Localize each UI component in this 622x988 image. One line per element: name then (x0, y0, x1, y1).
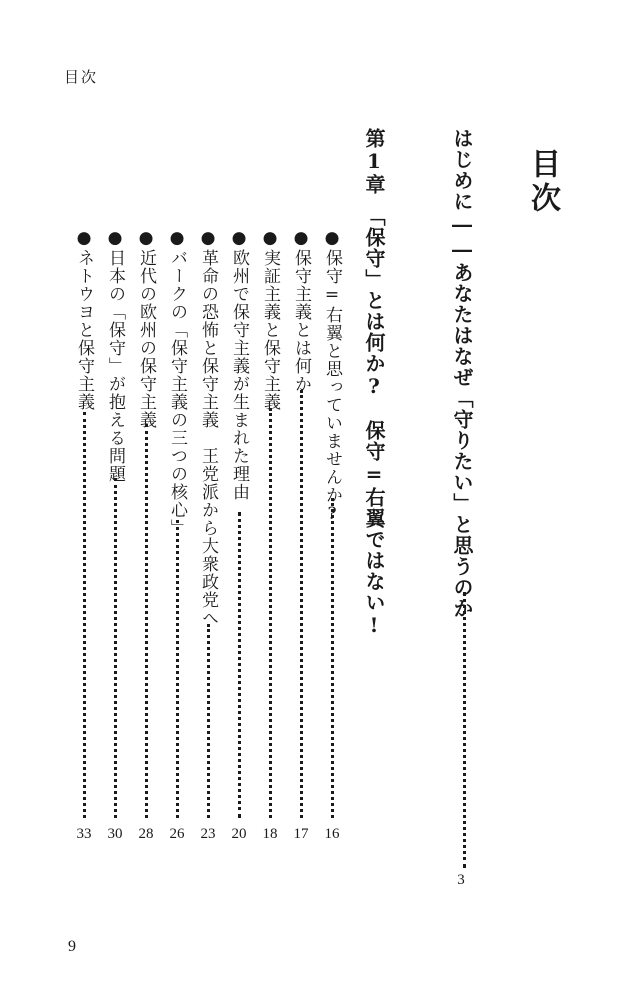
toc-leader (83, 412, 86, 818)
toc-entry-title: ●ネトウヨと保守主義 (74, 228, 94, 411)
running-head: 目次 (64, 68, 99, 86)
toc-entry-page: 16 (324, 826, 340, 842)
toc-leader (145, 424, 148, 818)
intro-page: 3 (457, 872, 465, 888)
toc-leader (114, 478, 117, 818)
toc-entry-page: 26 (169, 826, 185, 842)
chapter1-title: 「保守」とは何か? 保守=右翼ではない! (362, 216, 386, 638)
toc-leader (269, 408, 272, 818)
toc-title: 目次 (525, 148, 560, 216)
chapter1-heading (360, 128, 389, 638)
toc-entry-title: ●近代の欧州の保守主義 (136, 228, 156, 429)
toc-entry-page: 30 (107, 826, 123, 842)
toc-entry-title: ●保守主義とは何か (291, 228, 311, 393)
toc-entry-page: 23 (200, 826, 216, 842)
toc-entry-title: ●バークの「保守主義の三つの核心」 (167, 228, 187, 537)
toc-leader (300, 390, 303, 818)
toc-entry-title: ●保守=右翼と思っていませんか? (322, 228, 342, 525)
toc-entry-title: ●欧州で保守主義が生まれた理由 (229, 228, 249, 501)
toc-leader (176, 520, 179, 818)
toc-leader (207, 624, 210, 818)
toc-entry-title: ●実証主義と保守主義 (260, 228, 280, 411)
intro-title: はじめに――あなたはなぜ「守りたい」と思うのか (450, 128, 474, 619)
toc-entry-page: 20 (231, 826, 247, 842)
toc-entry-page: 28 (138, 826, 154, 842)
toc-leader (331, 498, 334, 818)
toc-entry-title: ●日本の「保守」が抱える問題 (105, 228, 125, 483)
toc-entry-page: 18 (262, 826, 278, 842)
page-number: 9 (68, 938, 76, 955)
toc-entry-page: 17 (293, 826, 309, 842)
intro-leader (463, 592, 466, 868)
chapter-gap (362, 195, 386, 216)
toc-entry-title: ●革命の恐怖と保守主義 王党派から大衆政党へ (198, 228, 218, 627)
toc-entry-page: 33 (76, 826, 92, 842)
chapter1-label: 第1章 (362, 128, 386, 195)
toc-leader (238, 512, 241, 818)
